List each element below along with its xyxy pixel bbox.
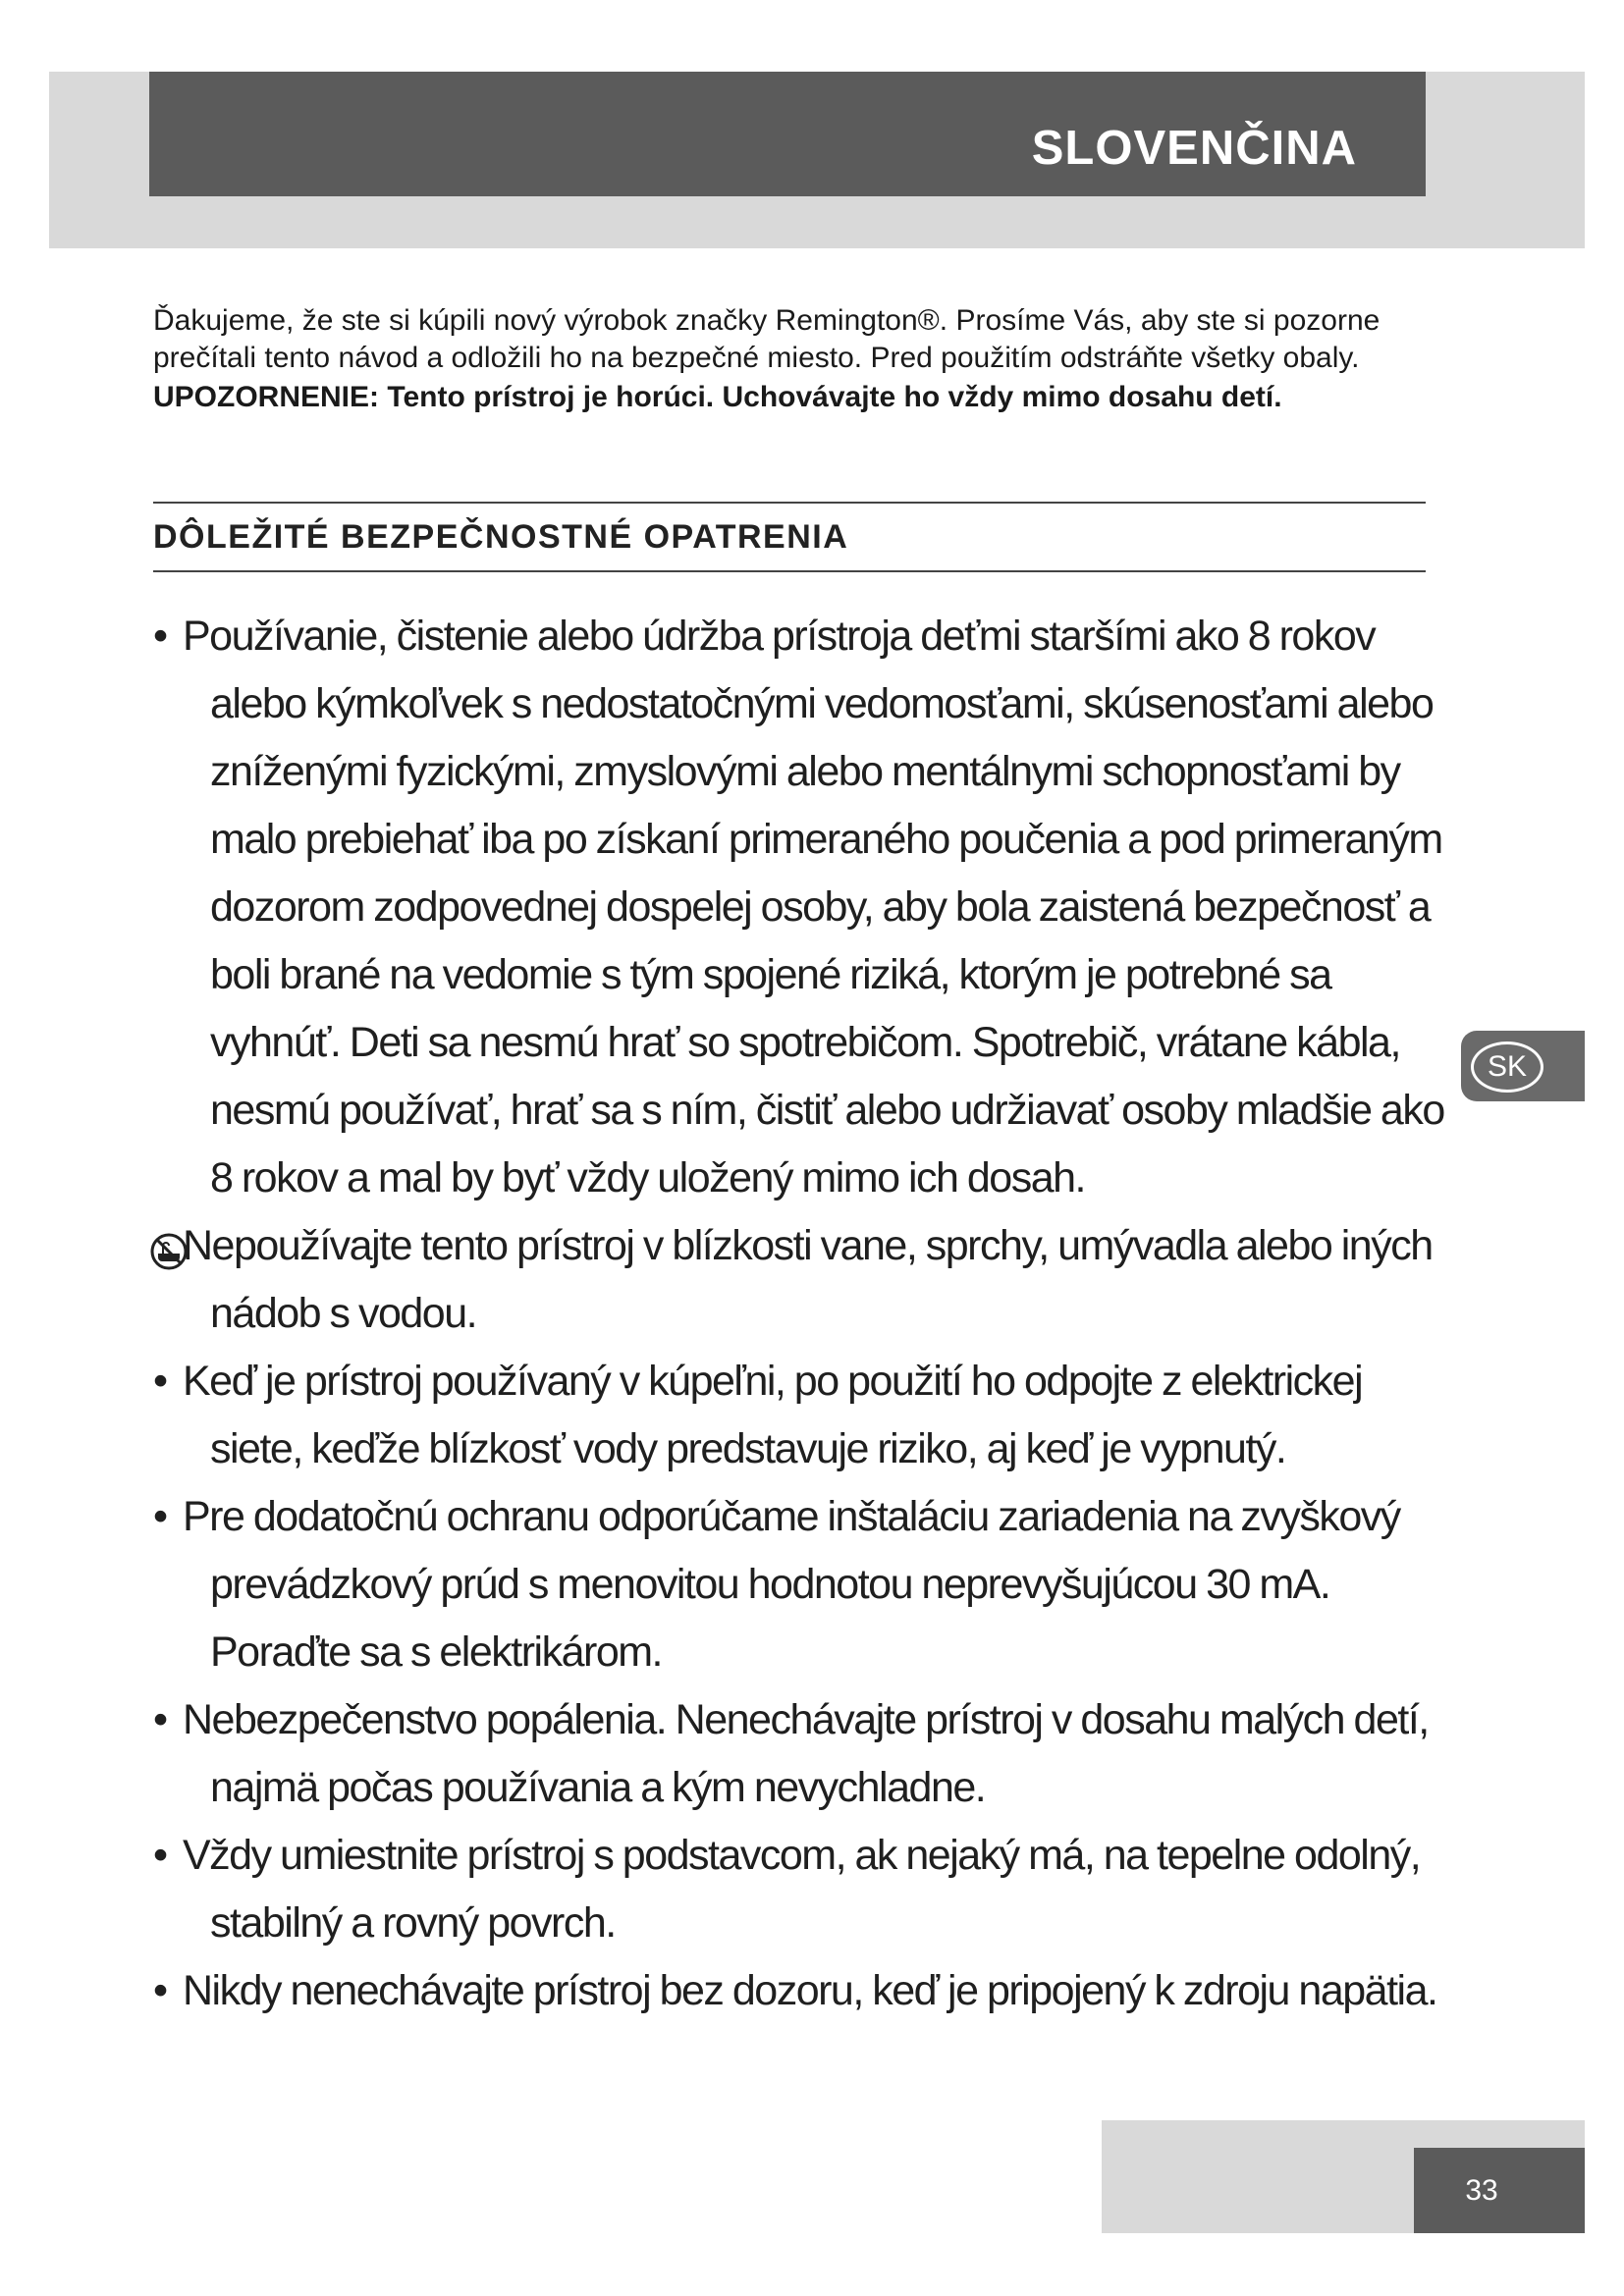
bullet-marker: • bbox=[153, 1832, 167, 1879]
list-item-text: Keď je prístroj používaný v kúpeľni, po použití ho odpojte z elektrickej siete, keďže blízkosť vody predstavuje riziko, aj keď je vypnutý. bbox=[183, 1358, 1363, 1472]
list-item bbox=[153, 1348, 1449, 1483]
section-title: DÔLEŽITÉ BEZPEČNOSTNÉ OPATRENIA bbox=[153, 518, 849, 556]
bullet-marker: • bbox=[153, 1358, 167, 1405]
page-number-box bbox=[1414, 2148, 1585, 2233]
language-side-tab bbox=[1461, 1031, 1585, 1101]
list-item bbox=[153, 1957, 1449, 2025]
section-header bbox=[153, 502, 1426, 572]
intro-paragraph: Ďakujeme, že ste si kúpili nový výrobok značky Remington®. Prosíme Vás, aby ste si pozorne prečítali tento návod a odložili ho na bezpečné miesto. Pred použitím odstráňte všetky obaly. bbox=[153, 304, 1380, 374]
list-item bbox=[153, 1822, 1449, 1957]
list-item-text: Používanie, čistenie alebo údržba prístroja deťmi staršími ako 8 rokov alebo kýmkoľvek s nedostatočnými vedomosťami, skúsenosťami alebo zníženými fyzickými, zmyslovými alebo mentálnymi schopnosťami by malo prebiehať iba po získaní primeraného poučenia a pod primeraným dozorom zodpovednej dospelej osoby, aby bola zaistená bezpečnosť a boli brané na vedomie s tým spojené riziká, ktorým je potrebné sa vyhnúť. Deti sa nesmú hrať so spotrebičom. Spotrebič, vrátane kábla, nesmú používať, hrať sa s ním, čistiť alebo udržiavať osoby mladšie ako 8 rokov a mal by byť vždy uložený mimo ich dosah. bbox=[183, 613, 1444, 1201]
language-header bbox=[149, 72, 1426, 196]
language-title: SLOVENČINA bbox=[1031, 122, 1357, 175]
list-item-text: Nepoužívajte tento prístroj v blízkosti vane, sprchy, umývadla alebo iných nádob s vodou. bbox=[183, 1222, 1433, 1337]
safety-list bbox=[153, 603, 1449, 2025]
bullet-marker: • bbox=[153, 1493, 167, 1540]
bullet-marker: • bbox=[153, 1696, 167, 1743]
intro-block bbox=[153, 302, 1430, 416]
no-bath-icon bbox=[149, 1224, 169, 1292]
list-item bbox=[153, 1686, 1449, 1822]
list-item bbox=[153, 1212, 1449, 1348]
language-code-badge: SK bbox=[1471, 1041, 1543, 1093]
list-item-text: Pre dodatočnú ochranu odporúčame inštaláciu zariadenia na zvyškový prevádzkový prúd s menovitou hodnotou neprevyšujúcou 30 mA. Poraďte sa s elektrikárom. bbox=[183, 1493, 1400, 1676]
list-item-text: Vždy umiestnite prístroj s podstavcom, ak nejaký má, na tepelne odolný, stabilný a rovný povrch. bbox=[183, 1832, 1421, 1947]
list-item-text: Nebezpečenstvo popálenia. Nenechávajte prístroj v dosahu malých detí, najmä počas používania a kým nevychladne. bbox=[183, 1696, 1429, 1811]
list-item bbox=[153, 1483, 1449, 1686]
list-item bbox=[153, 603, 1449, 1212]
warning-text: UPOZORNENIE: Tento prístroj je horúci. Uchovávajte ho vždy mimo dosahu detí. bbox=[153, 381, 1282, 413]
page-number: 33 bbox=[1465, 2174, 1498, 2207]
list-item-text: Nikdy nenechávajte prístroj bez dozoru, keď je pripojený k zdroju napätia. bbox=[183, 1967, 1437, 2014]
bullet-marker: • bbox=[153, 613, 167, 660]
bullet-marker: • bbox=[153, 1967, 167, 2014]
